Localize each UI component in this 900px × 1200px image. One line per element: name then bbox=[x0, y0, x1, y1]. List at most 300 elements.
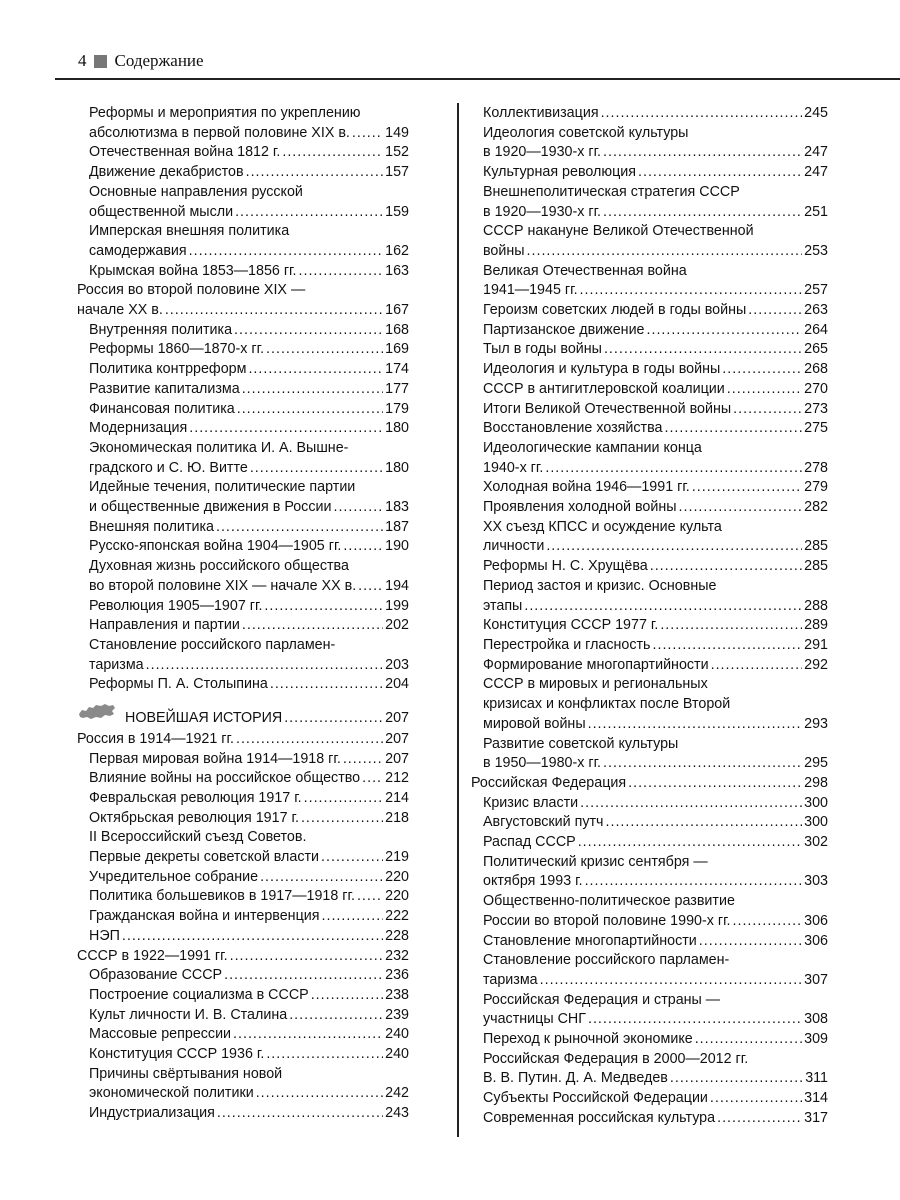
page-number: 306 bbox=[804, 912, 828, 929]
toc-entry[interactable] bbox=[471, 991, 828, 1030]
toc-entry-line bbox=[89, 242, 409, 262]
page-number: 199 bbox=[385, 597, 409, 614]
toc-chapter[interactable] bbox=[77, 281, 409, 320]
dot-leader bbox=[603, 203, 802, 223]
page-number: 167 bbox=[385, 302, 409, 319]
toc-entry[interactable] bbox=[471, 557, 828, 577]
toc-entry-line bbox=[483, 498, 828, 518]
page-number: 220 bbox=[385, 888, 409, 905]
toc-entry-text: Российская Федерация в 2000—2012 гг. bbox=[483, 1050, 749, 1067]
toc-entry-text: Основные направления русской bbox=[89, 183, 303, 200]
toc-entry-line bbox=[89, 124, 409, 144]
toc-entry-line bbox=[89, 750, 409, 770]
toc-entry-line bbox=[483, 912, 828, 932]
toc-entry-text: Реформы 1860—1870-х гг. bbox=[89, 341, 265, 358]
toc-entry[interactable] bbox=[77, 419, 409, 439]
toc-entry-line bbox=[483, 813, 828, 833]
page-number: 306 bbox=[804, 932, 828, 949]
toc-entry[interactable] bbox=[471, 518, 828, 557]
page-number: 243 bbox=[385, 1105, 409, 1122]
toc-entry-line bbox=[89, 907, 409, 927]
toc-entry[interactable] bbox=[77, 828, 409, 867]
toc-entry[interactable] bbox=[471, 104, 828, 124]
page-number: 300 bbox=[804, 794, 828, 811]
toc-entry-line bbox=[483, 557, 828, 577]
dot-leader bbox=[580, 281, 803, 301]
toc-entry-line bbox=[89, 262, 409, 282]
toc-entry[interactable] bbox=[471, 478, 828, 498]
toc-entry[interactable] bbox=[471, 636, 828, 656]
toc-entry-line bbox=[89, 1045, 409, 1065]
dot-leader bbox=[527, 242, 803, 262]
page-number: 207 bbox=[385, 750, 409, 767]
toc-entry[interactable] bbox=[471, 124, 828, 163]
toc-entry[interactable] bbox=[77, 986, 409, 1006]
dot-leader bbox=[217, 1104, 383, 1124]
page-header bbox=[78, 50, 204, 72]
dot-leader bbox=[284, 709, 383, 729]
page-number: 159 bbox=[385, 203, 409, 220]
toc-entry[interactable] bbox=[471, 577, 828, 616]
dot-leader bbox=[242, 616, 383, 636]
dot-leader bbox=[628, 774, 802, 794]
toc-entry[interactable] bbox=[471, 222, 828, 261]
dot-leader bbox=[333, 498, 383, 518]
toc-entry-text: Направления и партии bbox=[89, 617, 240, 634]
dot-leader bbox=[246, 163, 384, 183]
toc-entry-text: Внешнеполитическая стратегия СССР bbox=[483, 183, 740, 200]
page-number: 190 bbox=[385, 538, 409, 555]
toc-entry-text: таризма bbox=[89, 656, 144, 673]
toc-entry-line bbox=[89, 360, 409, 380]
page-number: 285 bbox=[804, 538, 828, 555]
toc-entry[interactable] bbox=[471, 735, 828, 774]
toc-entry-text: Тыл в годы войны bbox=[483, 341, 602, 358]
page-number: 292 bbox=[804, 656, 828, 673]
toc-entry[interactable] bbox=[471, 498, 828, 518]
toc-entry[interactable] bbox=[77, 321, 409, 341]
toc-entry-text: Перестройка и гласность bbox=[483, 636, 651, 653]
toc-entry[interactable] bbox=[77, 1006, 409, 1026]
toc-entry-text: Культурная революция bbox=[483, 164, 636, 181]
toc-entry-text: мировой войны bbox=[483, 715, 586, 732]
page-number: 311 bbox=[805, 1070, 828, 1087]
toc-entry-text: Общественно-политическое развитие bbox=[483, 893, 735, 910]
dot-leader bbox=[603, 143, 802, 163]
toc-entry-text: Конституция СССР 1936 г. bbox=[89, 1046, 265, 1063]
dot-leader bbox=[343, 537, 383, 557]
toc-entry-text: 1941—1945 гг. bbox=[483, 282, 578, 299]
toc-entry[interactable] bbox=[471, 813, 828, 833]
page-number: 4 bbox=[78, 51, 87, 70]
dot-leader bbox=[256, 1084, 383, 1104]
toc-entry[interactable] bbox=[471, 675, 828, 734]
dot-leader bbox=[585, 872, 803, 892]
toc-entry-text: Развитие советской культуры bbox=[483, 735, 679, 752]
page-number: 168 bbox=[385, 321, 409, 338]
toc-entry-line bbox=[483, 1089, 828, 1109]
toc-entry[interactable] bbox=[77, 675, 409, 695]
toc-entry-text: НЭП bbox=[89, 927, 120, 944]
toc-entry-line bbox=[483, 971, 828, 991]
dot-leader bbox=[289, 1006, 383, 1026]
toc-entry-text: Влияние войны на российское общество bbox=[89, 770, 361, 787]
toc-entry-line bbox=[483, 1109, 828, 1129]
toc-entry-text: Первая мировая война 1914—1918 гг. bbox=[89, 750, 341, 767]
toc-entry-line bbox=[89, 1025, 409, 1045]
toc-entry[interactable] bbox=[77, 557, 409, 596]
dot-leader bbox=[695, 1030, 802, 1050]
toc-entry[interactable] bbox=[77, 104, 409, 143]
dot-leader bbox=[242, 380, 383, 400]
page-number: 295 bbox=[804, 755, 828, 772]
page-number: 179 bbox=[385, 400, 409, 417]
toc-entry[interactable] bbox=[471, 794, 828, 814]
toc-entry-text: Восстановление хозяйства bbox=[483, 420, 663, 437]
toc-entry[interactable] bbox=[471, 1050, 828, 1089]
toc-entry-text: в 1950—1980-х гг. bbox=[483, 755, 602, 772]
dot-leader bbox=[362, 769, 383, 789]
toc-entry[interactable] bbox=[471, 360, 828, 380]
dot-leader bbox=[224, 966, 383, 986]
page-number: 317 bbox=[804, 1109, 828, 1126]
page-number: 174 bbox=[385, 361, 409, 378]
toc-entry-text: Индустриализация bbox=[89, 1105, 215, 1122]
page-number: 177 bbox=[385, 380, 409, 397]
toc-entry-line bbox=[483, 833, 828, 853]
toc-entry-text: Идейные течения, политические партии bbox=[89, 479, 356, 496]
toc-entry-text: Россия в 1914—1921 гг. bbox=[77, 730, 234, 747]
page-number: 242 bbox=[385, 1085, 409, 1102]
toc-entry[interactable] bbox=[471, 340, 828, 360]
toc-entry-text: Переход к рыночной экономике bbox=[483, 1031, 693, 1048]
toc-entry[interactable] bbox=[77, 887, 409, 907]
dot-leader bbox=[189, 242, 383, 262]
toc-entry-line bbox=[483, 380, 828, 400]
page-number: 163 bbox=[385, 262, 409, 279]
page-number: 187 bbox=[385, 518, 409, 535]
toc-entry[interactable] bbox=[471, 853, 828, 892]
toc-entry-text: Крымская война 1853—1856 гг. bbox=[89, 262, 297, 279]
toc-entry[interactable] bbox=[77, 868, 409, 888]
dot-leader bbox=[603, 754, 802, 774]
dot-leader bbox=[588, 1010, 802, 1030]
dot-leader bbox=[545, 459, 802, 479]
toc-entry[interactable] bbox=[77, 1025, 409, 1045]
page-number: 282 bbox=[804, 499, 828, 516]
dot-leader bbox=[679, 498, 803, 518]
toc-entry[interactable] bbox=[471, 419, 828, 439]
toc-entry-text: СССР накануне Великой Отечественной bbox=[483, 223, 754, 240]
toc-entry-text: самодержавия bbox=[89, 242, 187, 259]
toc-entry-line bbox=[77, 702, 409, 729]
toc-entry[interactable] bbox=[471, 262, 828, 301]
toc-entry-text: России во второй половине 1990-х гг. bbox=[483, 912, 731, 929]
toc-entry-text: начале XX в. bbox=[77, 302, 163, 319]
page-number: 264 bbox=[804, 321, 828, 338]
page-number: 180 bbox=[385, 459, 409, 476]
toc-entry-line bbox=[89, 887, 409, 907]
toc-entry-line bbox=[89, 419, 409, 439]
page-number: 180 bbox=[385, 420, 409, 437]
page-number: 203 bbox=[385, 656, 409, 673]
toc-entry-text: СССР в антигитлеровской коалиции bbox=[483, 380, 725, 397]
page-number: 219 bbox=[385, 849, 409, 866]
page-number: 232 bbox=[385, 947, 409, 964]
page-number: 289 bbox=[804, 617, 828, 634]
dot-leader bbox=[266, 1045, 383, 1065]
toc-entry-text: таризма bbox=[483, 971, 538, 988]
toc-entry-text: Реформы П. А. Столыпина bbox=[89, 676, 268, 693]
toc-entry[interactable] bbox=[77, 537, 409, 557]
toc-entry-text: Модернизация bbox=[89, 420, 188, 437]
toc-entry-line bbox=[483, 419, 828, 439]
page-number: 214 bbox=[385, 789, 409, 806]
toc-entry-text: Духовная жизнь российского общества bbox=[89, 558, 349, 575]
section-title: НОВЕЙШАЯ ИСТОРИЯ bbox=[125, 710, 283, 727]
page-number: 157 bbox=[385, 164, 409, 181]
dot-leader bbox=[692, 478, 802, 498]
toc-entry-text: Политика большевиков в 1917—1918 гг. bbox=[89, 888, 355, 905]
toc-entry[interactable] bbox=[77, 636, 409, 675]
page-number: 251 bbox=[804, 203, 828, 220]
toc-entry-text: Период застоя и кризис. Основные bbox=[483, 577, 717, 594]
dot-leader bbox=[650, 557, 802, 577]
toc-entry[interactable] bbox=[77, 222, 409, 261]
toc-entry-text: этапы bbox=[483, 597, 523, 614]
toc-entry-text: Внутренняя политика bbox=[89, 321, 233, 338]
toc-entry-text: Февральская революция 1917 г. bbox=[89, 789, 302, 806]
toc-entry[interactable] bbox=[471, 616, 828, 636]
toc-entry-line bbox=[483, 636, 828, 656]
toc-entry[interactable] bbox=[77, 340, 409, 360]
toc-entry-line bbox=[483, 1010, 828, 1030]
toc-entry[interactable] bbox=[471, 833, 828, 853]
page-number: 162 bbox=[385, 242, 409, 259]
toc-entry[interactable] bbox=[77, 769, 409, 789]
toc-entry-text: войны bbox=[483, 242, 525, 259]
toc-entry-text: Революция 1905—1907 гг. bbox=[89, 597, 263, 614]
toc-entry-text: Развитие капитализма bbox=[89, 380, 240, 397]
toc-entry[interactable] bbox=[77, 1104, 409, 1124]
toc-entry-line bbox=[89, 1084, 409, 1104]
section-heading[interactable] bbox=[77, 702, 409, 729]
page-number: 307 bbox=[804, 971, 828, 988]
page-number: 278 bbox=[804, 459, 828, 476]
toc-entry-text: общественной мысли bbox=[89, 203, 234, 220]
russia-map-icon bbox=[77, 702, 117, 722]
dot-leader bbox=[578, 833, 802, 853]
dot-leader bbox=[189, 419, 383, 439]
toc-entry[interactable] bbox=[77, 907, 409, 927]
toc-entry-text: Политический кризис сентября — bbox=[483, 853, 708, 870]
toc-left-column bbox=[77, 104, 409, 1124]
toc-entry-line bbox=[89, 1006, 409, 1026]
toc-entry[interactable] bbox=[471, 656, 828, 676]
toc-entry[interactable] bbox=[77, 183, 409, 222]
toc-entry-text: абсолютизма в первой половине XIX в. bbox=[89, 124, 350, 141]
page-number: 265 bbox=[804, 341, 828, 358]
dot-leader bbox=[230, 947, 384, 967]
page-number: 212 bbox=[385, 770, 409, 787]
toc-entry-text: Политика контрреформ bbox=[89, 361, 247, 378]
toc-entry-text: экономической политики bbox=[89, 1085, 254, 1102]
toc-entry-line bbox=[89, 927, 409, 947]
dot-leader bbox=[282, 143, 383, 163]
toc-entry-line bbox=[483, 203, 828, 223]
toc-entry[interactable] bbox=[471, 380, 828, 400]
toc-entry-text: Проявления холодной войны bbox=[483, 499, 677, 516]
toc-entry-line bbox=[483, 360, 828, 380]
dot-leader bbox=[588, 715, 803, 735]
toc-entry-line bbox=[89, 400, 409, 420]
toc-entry-text: Построение социализма в СССР bbox=[89, 986, 309, 1003]
toc-entry[interactable] bbox=[77, 927, 409, 947]
toc-entry-text: Российская Федерация bbox=[471, 774, 627, 791]
dot-leader bbox=[546, 537, 802, 557]
toc-entry[interactable] bbox=[471, 400, 828, 420]
toc-entry[interactable] bbox=[471, 932, 828, 952]
toc-entry[interactable] bbox=[77, 380, 409, 400]
page-number: 207 bbox=[385, 710, 409, 727]
dot-leader bbox=[234, 321, 383, 341]
toc-entry-line bbox=[483, 242, 828, 262]
toc-entry-text: Внешняя политика bbox=[89, 518, 214, 535]
dot-leader bbox=[260, 868, 383, 888]
toc-entry[interactable] bbox=[471, 301, 828, 321]
page-number: 238 bbox=[385, 986, 409, 1003]
page-number: 204 bbox=[385, 676, 409, 693]
toc-entry-line bbox=[483, 537, 828, 557]
toc-entry-text: В. В. Путин. Д. А. Медведев bbox=[483, 1070, 668, 1087]
toc-entry[interactable] bbox=[77, 262, 409, 282]
dot-leader bbox=[733, 912, 803, 932]
toc-entry[interactable] bbox=[77, 360, 409, 380]
toc-entry[interactable] bbox=[471, 439, 828, 478]
toc-entry[interactable] bbox=[77, 1045, 409, 1065]
page-number: 293 bbox=[804, 715, 828, 732]
toc-entry-line bbox=[483, 400, 828, 420]
toc-entry-text: Конституция СССР 1977 г. bbox=[483, 617, 659, 634]
dot-leader bbox=[717, 1109, 802, 1129]
dot-leader bbox=[358, 577, 383, 597]
toc-entry-line bbox=[89, 986, 409, 1006]
toc-entry-line bbox=[77, 301, 409, 321]
toc-entry-text: участницы СНГ bbox=[483, 1011, 586, 1028]
toc-entry[interactable] bbox=[77, 616, 409, 636]
dot-leader bbox=[540, 971, 803, 991]
dot-leader bbox=[233, 1025, 383, 1045]
toc-entry[interactable] bbox=[471, 1089, 828, 1109]
page-number: 303 bbox=[804, 873, 828, 890]
toc-entry[interactable] bbox=[471, 1030, 828, 1050]
page-number: 240 bbox=[385, 1046, 409, 1063]
toc-entry-text: Причины свёртывания новой bbox=[89, 1065, 283, 1082]
toc-chapter[interactable] bbox=[77, 730, 409, 750]
toc-entry[interactable] bbox=[471, 183, 828, 222]
toc-entry-text: Идеология и культура в годы войны bbox=[483, 361, 721, 378]
dot-leader bbox=[727, 380, 802, 400]
toc-entry[interactable] bbox=[77, 478, 409, 517]
toc-entry[interactable] bbox=[471, 951, 828, 990]
toc-entry-text: Россия во второй половине XIX — bbox=[77, 282, 306, 299]
toc-entry-text: Великая Отечественная война bbox=[483, 262, 687, 279]
toc-entry-line bbox=[89, 340, 409, 360]
toc-entry-text: личности bbox=[483, 538, 545, 555]
dot-leader bbox=[580, 794, 802, 814]
dot-leader bbox=[165, 301, 383, 321]
page-number: 222 bbox=[385, 908, 409, 925]
toc-entry-line bbox=[483, 1030, 828, 1050]
toc-entry[interactable] bbox=[77, 439, 409, 478]
toc-entry-text: Идеология советской культуры bbox=[483, 124, 689, 141]
toc-entry[interactable] bbox=[471, 321, 828, 341]
toc-entry-line bbox=[483, 794, 828, 814]
toc-entry-line bbox=[89, 380, 409, 400]
toc-entry-text: Реформы и мероприятия по укреплению bbox=[89, 105, 361, 121]
dot-leader bbox=[237, 400, 383, 420]
toc-entry[interactable] bbox=[471, 892, 828, 931]
toc-entry[interactable] bbox=[77, 789, 409, 809]
toc-entry-line bbox=[89, 868, 409, 888]
toc-entry[interactable] bbox=[77, 163, 409, 183]
page-number: 309 bbox=[804, 1031, 828, 1048]
toc-entry-text: Идеологические кампании конца bbox=[483, 439, 702, 456]
page-number: 149 bbox=[385, 124, 409, 141]
toc-entry[interactable] bbox=[471, 163, 828, 183]
dot-leader bbox=[299, 262, 384, 282]
toc-entry[interactable] bbox=[77, 1065, 409, 1104]
toc-entry[interactable] bbox=[77, 750, 409, 770]
toc-entry[interactable] bbox=[77, 809, 409, 829]
toc-entry-text: Учредительное собрание bbox=[89, 868, 259, 885]
toc-entry[interactable] bbox=[77, 518, 409, 538]
toc-entry[interactable] bbox=[77, 143, 409, 163]
dot-leader bbox=[301, 809, 383, 829]
toc-entry[interactable] bbox=[77, 400, 409, 420]
toc-chapter[interactable] bbox=[471, 774, 828, 794]
page-number: 279 bbox=[804, 479, 828, 496]
toc-entry-line bbox=[483, 301, 828, 321]
page-number: 302 bbox=[804, 834, 828, 851]
page-number: 300 bbox=[804, 814, 828, 831]
toc-entry-text: Отечественная война 1812 г. bbox=[89, 144, 281, 161]
toc-entry-line bbox=[483, 340, 828, 360]
toc-entry-text: Становление российского парламен- bbox=[483, 952, 730, 969]
toc-entry[interactable] bbox=[471, 1109, 828, 1129]
page-number: 253 bbox=[804, 242, 828, 259]
dot-leader bbox=[236, 730, 383, 750]
toc-chapter[interactable] bbox=[77, 947, 409, 967]
toc-entry-text: Движение декабристов bbox=[89, 164, 244, 181]
page-number: 228 bbox=[385, 927, 409, 944]
toc-entry[interactable] bbox=[77, 597, 409, 617]
page-number: 239 bbox=[385, 1006, 409, 1023]
toc-entry[interactable] bbox=[77, 966, 409, 986]
page-number: 298 bbox=[804, 774, 828, 791]
toc-entry-text: кризисах и конфликтах после Второй bbox=[483, 696, 731, 713]
toc-entry-line bbox=[89, 537, 409, 557]
dot-leader bbox=[710, 1089, 802, 1109]
dot-leader bbox=[524, 597, 802, 617]
page-title: Содержание bbox=[114, 51, 204, 70]
toc-entry-line bbox=[89, 163, 409, 183]
toc-entry-text: градского и С. Ю. Витте bbox=[89, 459, 248, 476]
toc-entry-line bbox=[483, 478, 828, 498]
page-number: 236 bbox=[385, 967, 409, 984]
dot-leader bbox=[670, 1069, 803, 1089]
dot-leader bbox=[601, 104, 803, 124]
